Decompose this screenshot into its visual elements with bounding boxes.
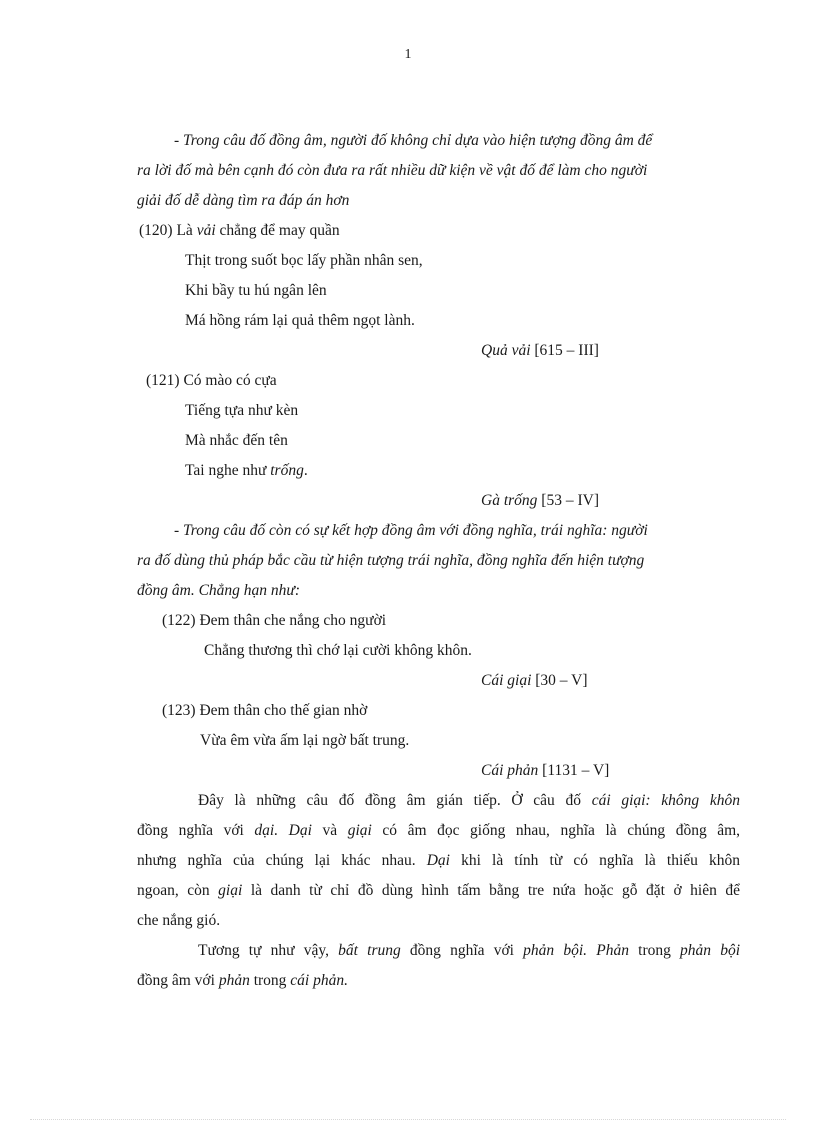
keyword: trống	[270, 462, 304, 479]
analysis-line-3: nhưng nghĩa của chúng lại khác nhau. Dại khi là tính từ có nghĩa là thiếu khôn	[137, 852, 741, 869]
intro-line-3: giải đố dễ dàng tìm ra đáp án hơn	[137, 192, 350, 209]
example-123-line-2: Vừa êm vừa ấm lại ngờ bất trung.	[200, 732, 410, 749]
para2-line-2: ra đố dùng thủ pháp bắc cầu từ hiện tượng trái nghĩa, đồng nghĩa đến hiện tượng	[137, 552, 645, 569]
example-120-line-3: Khi bầy tu hú ngân lên	[185, 282, 327, 299]
analysis2-line-2: đồng âm với phản trong cái phản.	[137, 972, 348, 989]
example-121-answer: Gà trống [53 – IV]	[481, 492, 599, 509]
example-121-line-4: Tai nghe như trống.	[185, 462, 308, 479]
example-120-line-1: (120) Là vải chẳng để may quần	[139, 222, 340, 239]
example-number: (122)	[162, 612, 196, 629]
intro-line-1: - Trong câu đố đồng âm, người đố không chỉ dựa vào hiện tượng đồng âm để	[174, 132, 653, 149]
example-123-line-1: (123) Đem thân cho thế gian nhờ	[162, 702, 368, 719]
example-122-line-1: (122) Đem thân che nắng cho người	[162, 612, 387, 629]
example-123-answer: Cái phản [1131 – V]	[481, 762, 610, 779]
page-number: 1	[404, 47, 412, 62]
example-120-line-4: Má hồng rám lại quả thêm ngọt lành.	[185, 312, 415, 329]
example-122-answer: Cái giại [30 – V]	[481, 672, 588, 689]
keyword: vải	[196, 222, 216, 239]
example-120-answer: Quả vải [615 – III]	[481, 342, 599, 359]
para2-line-3: đồng âm. Chẳng hạn như:	[137, 582, 301, 599]
example-number: (123)	[162, 702, 196, 719]
analysis-line-5: che nắng gió.	[137, 912, 221, 929]
example-number: (120)	[139, 222, 173, 239]
example-120-line-2: Thịt trong suốt bọc lấy phần nhân sen,	[185, 252, 423, 269]
example-number: (121)	[146, 372, 180, 389]
example-121-line-2: Tiếng tựa như kèn	[185, 402, 299, 419]
analysis-line-2: đồng nghĩa với dại. Dại và giại có âm đọc giống nhau, nghĩa là chúng đồng âm,	[137, 822, 741, 839]
page-bottom-divider	[30, 1119, 786, 1120]
analysis-line-4: ngoan, còn giại là danh từ chỉ đồ dùng hình tấm bằng tre nứa hoặc gỗ đặt ở hiên để	[137, 882, 740, 899]
example-122-line-2: Chẳng thương thì chớ lại cười không khôn.	[204, 642, 472, 659]
analysis-line-1: Đây là những câu đố đồng âm gián tiếp. Ở câu đố cái giại: không khôn	[198, 792, 740, 809]
example-121-line-3: Mà nhắc đến tên	[185, 432, 288, 449]
example-121-line-1: (121) Có mào có cựa	[146, 372, 277, 389]
intro-line-2: ra lời đố mà bên cạnh đó còn đưa ra rất nhiều dữ kiện về vật đố để làm cho người	[137, 162, 648, 179]
para2-line-1: - Trong câu đố còn có sự kết hợp đồng âm với đồng nghĩa, trái nghĩa: người	[174, 522, 648, 539]
analysis2-line-1: Tương tự như vậy, bất trung đồng nghĩa với phản bội. Phản trong phản bội	[198, 942, 741, 959]
